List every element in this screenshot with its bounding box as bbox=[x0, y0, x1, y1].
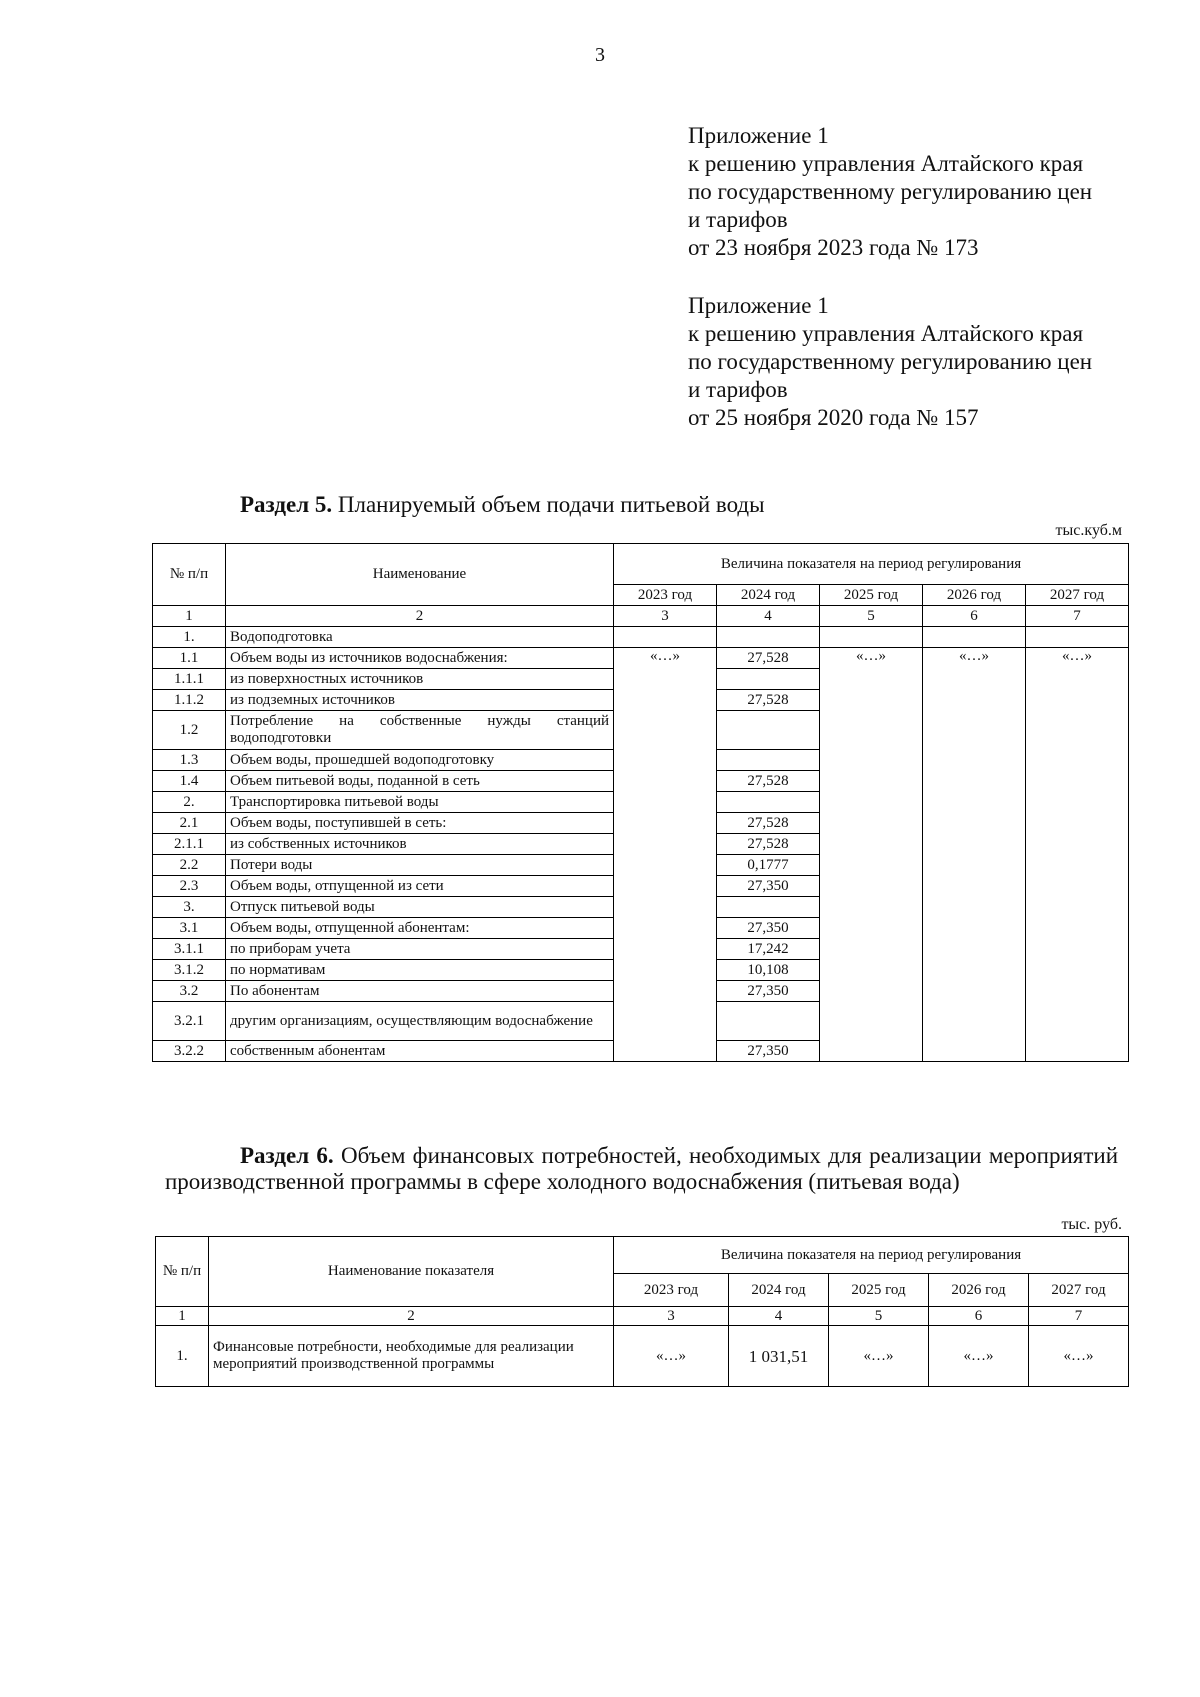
row-name: из подземных источников bbox=[226, 690, 614, 711]
row-num: 3. bbox=[153, 897, 226, 918]
table-header-row bbox=[156, 1237, 1129, 1274]
row-num: 1.1.1 bbox=[153, 669, 226, 690]
row-value-2025: «…» bbox=[829, 1326, 929, 1387]
section6-title-bold: Раздел 6. bbox=[240, 1143, 334, 1168]
row-name: Объем воды из источников водоснабжения: bbox=[226, 648, 614, 669]
row-name: собственным абонентам bbox=[226, 1041, 614, 1062]
appendix-line: по государственному регулированию цен bbox=[688, 179, 1093, 204]
table-header-row bbox=[153, 544, 1129, 585]
header-year: 2024 год bbox=[729, 1274, 829, 1307]
appendix-line: Приложение 1 bbox=[688, 293, 829, 318]
column-number: 1 bbox=[156, 1307, 209, 1326]
row-name: по приборам учета bbox=[226, 939, 614, 960]
column-number: 2 bbox=[209, 1307, 614, 1326]
row-value-2025: «…» bbox=[820, 648, 923, 1062]
row-name: Транспортировка питьевой воды bbox=[226, 792, 614, 813]
section6-units: тыс. руб. bbox=[1061, 1216, 1122, 1233]
header-year: 2023 год bbox=[614, 1274, 729, 1307]
column-number: 2 bbox=[226, 606, 614, 627]
row-num: 3.2.2 bbox=[153, 1041, 226, 1062]
header-num: № п/п bbox=[153, 544, 226, 606]
header-year: 2024 год bbox=[717, 585, 820, 606]
section5-title-rest: Планируемый объем подачи питьевой воды bbox=[332, 492, 765, 517]
appendix-line: от 25 ноября 2020 года № 157 bbox=[688, 405, 979, 430]
row-num: 3.1.1 bbox=[153, 939, 226, 960]
row-value-2023 bbox=[614, 627, 717, 648]
appendix-line: по государственному регулированию цен bbox=[688, 349, 1093, 374]
row-name: Потребление на собственные нужды станций водоподготовки bbox=[226, 711, 614, 750]
row-num: 2. bbox=[153, 792, 226, 813]
row-value-2024 bbox=[717, 669, 820, 690]
row-name: По абонентам bbox=[226, 981, 614, 1002]
header-year: 2027 год bbox=[1029, 1274, 1129, 1307]
row-num: 2.1.1 bbox=[153, 834, 226, 855]
row-value-2023: «…» bbox=[614, 648, 717, 1062]
row-name: из поверхностных источников bbox=[226, 669, 614, 690]
row-value-2027: «…» bbox=[1026, 648, 1129, 1062]
section5-table-body bbox=[153, 544, 1129, 1062]
section5-title-bold: Раздел 5. bbox=[240, 492, 333, 517]
row-name: Объем воды, прошедшей водоподготовку bbox=[226, 750, 614, 771]
row-value-2026: «…» bbox=[929, 1326, 1029, 1387]
row-num: 1.2 bbox=[153, 711, 226, 750]
appendix-current bbox=[688, 122, 1138, 262]
row-value-2027 bbox=[1026, 627, 1129, 648]
row-name: Объем воды, поступившей в сеть: bbox=[226, 813, 614, 834]
section5-title bbox=[240, 492, 765, 518]
appendix-line: к решению управления Алтайского края bbox=[688, 321, 1084, 346]
column-number: 7 bbox=[1026, 606, 1129, 627]
section6-table bbox=[155, 1236, 1129, 1387]
row-num: 3.2.1 bbox=[153, 1002, 226, 1041]
row-value-2024: 27,528 bbox=[717, 648, 820, 669]
row-name: другим организациям, осуществляющим водоснабжение bbox=[226, 1002, 614, 1041]
column-number: 7 bbox=[1029, 1307, 1129, 1326]
row-value-2024 bbox=[717, 750, 820, 771]
row-value-2026 bbox=[923, 627, 1026, 648]
row-value-2026: «…» bbox=[923, 648, 1026, 1062]
column-number: 6 bbox=[923, 606, 1026, 627]
appendix-line: Приложение 1 bbox=[688, 123, 829, 148]
header-year: 2026 год bbox=[929, 1274, 1029, 1307]
row-value-2024: 27,350 bbox=[717, 876, 820, 897]
header-name: Наименование показателя bbox=[209, 1237, 614, 1307]
row-value-2024 bbox=[717, 711, 820, 750]
appendix-line: и тарифов bbox=[688, 377, 788, 402]
header-year: 2027 год bbox=[1026, 585, 1129, 606]
header-year: 2023 год bbox=[614, 585, 717, 606]
row-name: Объем воды, отпущенной из сети bbox=[226, 876, 614, 897]
row-value-2024: 27,350 bbox=[717, 981, 820, 1002]
header-num: № п/п bbox=[156, 1237, 209, 1307]
row-name: Финансовые потребности, необходимые для реализации мероприятий производственной программы bbox=[209, 1326, 614, 1387]
column-number: 4 bbox=[717, 606, 820, 627]
row-num: 1. bbox=[153, 627, 226, 648]
header-year: 2025 год bbox=[820, 585, 923, 606]
row-name: по нормативам bbox=[226, 960, 614, 981]
row-value-2024: 17,242 bbox=[717, 939, 820, 960]
row-value-2024: 0,1777 bbox=[717, 855, 820, 876]
appendix-previous bbox=[688, 292, 1138, 432]
table-column-numbers-row bbox=[156, 1307, 1129, 1326]
section5-table bbox=[152, 543, 1129, 1062]
row-value-2024: 1 031,51 bbox=[729, 1326, 829, 1387]
row-name: Объем питьевой воды, поданной в сеть bbox=[226, 771, 614, 792]
section5-units: тыс.куб.м bbox=[1055, 522, 1122, 539]
row-name: Водоподготовка bbox=[226, 627, 614, 648]
row-num: 2.2 bbox=[153, 855, 226, 876]
table-row bbox=[156, 1326, 1129, 1387]
row-name: из собственных источников bbox=[226, 834, 614, 855]
appendix-line: к решению управления Алтайского края bbox=[688, 151, 1084, 176]
row-num: 2.1 bbox=[153, 813, 226, 834]
row-num: 1.4 bbox=[153, 771, 226, 792]
row-name: Потери воды bbox=[226, 855, 614, 876]
row-value-2024: 27,528 bbox=[717, 771, 820, 792]
section6-title-rest: Объем финансовых потребностей, необходимых для реализации мероприятий производственной программы в сфере холодного водоснабжения (питьевая вода) bbox=[165, 1143, 1119, 1194]
column-number: 5 bbox=[820, 606, 923, 627]
row-value-2025 bbox=[820, 627, 923, 648]
column-number: 3 bbox=[614, 1307, 729, 1326]
row-value-2024: 27,528 bbox=[717, 690, 820, 711]
row-value-2024: 10,108 bbox=[717, 960, 820, 981]
header-year: 2025 год bbox=[829, 1274, 929, 1307]
table-row bbox=[153, 648, 1129, 669]
row-value-2023: «…» bbox=[614, 1326, 729, 1387]
row-num: 3.1 bbox=[153, 918, 226, 939]
row-value-2024: 27,350 bbox=[717, 918, 820, 939]
column-number: 6 bbox=[929, 1307, 1029, 1326]
header-year: 2026 год bbox=[923, 585, 1026, 606]
row-num: 3.2 bbox=[153, 981, 226, 1002]
header-name: Наименование bbox=[226, 544, 614, 606]
row-value-2024 bbox=[717, 627, 820, 648]
row-num: 1. bbox=[156, 1326, 209, 1387]
column-number: 4 bbox=[729, 1307, 829, 1326]
page-number: 3 bbox=[595, 44, 605, 66]
row-num: 3.1.2 bbox=[153, 960, 226, 981]
row-value-2024 bbox=[717, 897, 820, 918]
row-name: Отпуск питьевой воды bbox=[226, 897, 614, 918]
row-num: 1.1.2 bbox=[153, 690, 226, 711]
row-value-2024 bbox=[717, 792, 820, 813]
appendix-line: от 23 ноября 2023 года № 173 bbox=[688, 235, 979, 260]
row-value-2024: 27,528 bbox=[717, 813, 820, 834]
row-value-2024: 27,350 bbox=[717, 1041, 820, 1062]
row-num: 2.3 bbox=[153, 876, 226, 897]
row-value-2024 bbox=[717, 1002, 820, 1041]
header-period: Величина показателя на период регулирования bbox=[614, 1237, 1129, 1274]
column-number: 5 bbox=[829, 1307, 929, 1326]
row-value-2027: «…» bbox=[1029, 1326, 1129, 1387]
appendix-line: и тарифов bbox=[688, 207, 788, 232]
row-value-2024: 27,528 bbox=[717, 834, 820, 855]
column-number: 3 bbox=[614, 606, 717, 627]
section6-title bbox=[165, 1143, 1118, 1195]
table-column-numbers-row bbox=[153, 606, 1129, 627]
column-number: 1 bbox=[153, 606, 226, 627]
table-row bbox=[153, 627, 1129, 648]
row-num: 1.3 bbox=[153, 750, 226, 771]
row-name: Объем воды, отпущенной абонентам: bbox=[226, 918, 614, 939]
header-period: Величина показателя на период регулирования bbox=[614, 544, 1129, 585]
row-num: 1.1 bbox=[153, 648, 226, 669]
